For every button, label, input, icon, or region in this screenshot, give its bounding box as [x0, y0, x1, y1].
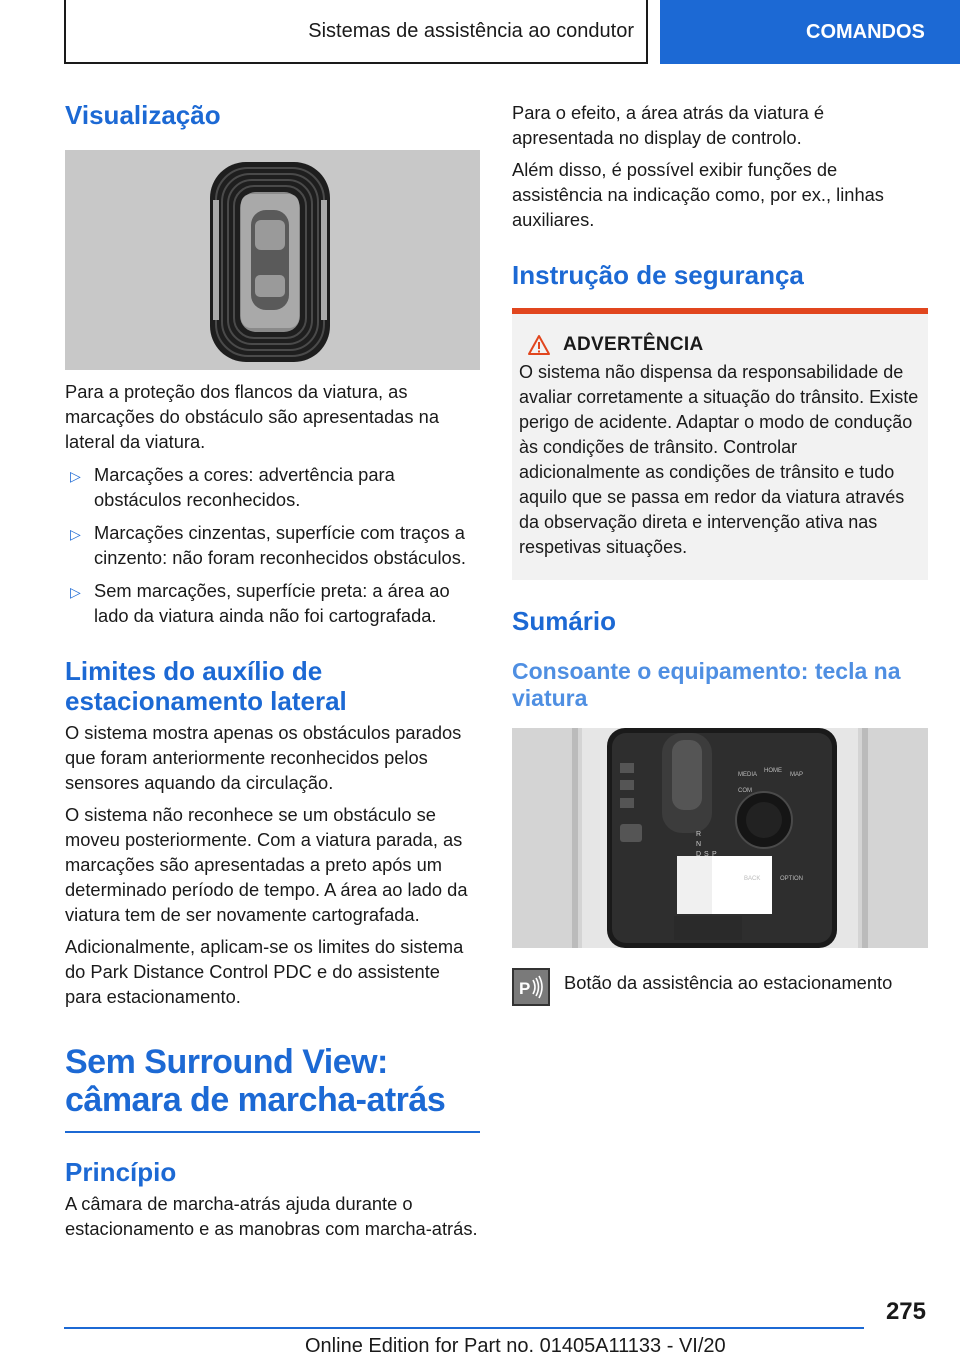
footer-edition: Online Edition for Part no. 01405A11133 - VI/20: [305, 1335, 726, 1357]
warning-triangle-icon: [527, 334, 551, 356]
gear-label-p: P: [712, 851, 717, 858]
list-item-text: Marcações a cores: advertência para obstáculos reconhecidos.: [94, 464, 395, 510]
center-console-figure: [512, 728, 928, 948]
heading-principio: Princípio: [65, 1157, 177, 1187]
marking-bullet-list: [65, 462, 480, 628]
park-assist-button-icon: [512, 968, 550, 1006]
park-assist-button-row: [512, 968, 928, 1006]
paragraph-limites-3: Adicionalmente, aplicam-se os limites do sistema do Park Distance Control PDC e do assistente para estacionamento.: [65, 936, 464, 1007]
left-column: [65, 100, 480, 1241]
console-label-media: MEDIA: [738, 772, 758, 778]
footer-divider: [64, 1327, 864, 1329]
center-console-illustration: [512, 728, 928, 948]
list-item-text: Sem marcações, superfície preta: a área ao lado da viatura ainda não foi cartografada.: [94, 580, 450, 626]
console-label-back: BACK: [744, 876, 761, 882]
list-item-text: Marcações cinzentas, superfície com traços a cinzento: não foram reconhecidos obstáculos.: [94, 522, 466, 568]
section-divider: [65, 1131, 480, 1133]
heading-sumario: Sumário: [512, 606, 617, 636]
paragraph-effect: Para o efeito, a área atrás da viatura é apresentada no display de controlo.: [512, 102, 824, 148]
paragraph-flanks: Para a proteção dos flancos da viatura, as marcações do obstáculo são apresentadas na lateral da viatura.: [65, 381, 439, 452]
warning-text: O sistema não dispensa da responsabilidade de avaliar corretamente a situação do trânsito. Existe perigo de acidente. Adaptar o modo de condução às condições de trânsito. Controlar adicionalmente as condições de trânsito e tudo aquilo que se passa em redor da viatura através da observação direta e intervenção ativa nas respetivas situações.: [519, 362, 919, 557]
header-section-title: Sistemas de assistência ao condutor: [308, 19, 634, 42]
gear-label-d: D: [696, 851, 702, 858]
heading-consoante: Consoante o equipamento: tecla na viatura: [512, 658, 901, 711]
surround-view-figure: [65, 150, 480, 370]
page-number: 275: [885, 1298, 926, 1325]
header-chapter-title: COMANDOS: [806, 20, 925, 43]
paragraph-principio: A câmara de marcha-atrás ajuda durante o estacionamento e as manobras com marcha-atrás.: [65, 1193, 478, 1239]
paragraph-assist-functions: Além disso, é possível exibir funções de assistência na indicação como, por ex., linhas auxiliares.: [512, 159, 884, 230]
paragraph-limites-1: O sistema mostra apenas os obstáculos parados que foram anteriormente reconhecidos pelos sensores aquando da circulação.: [65, 722, 462, 793]
running-header-chapter-tab: [660, 0, 960, 64]
surround-view-illustration: [65, 150, 480, 370]
list-item: [65, 462, 480, 512]
gear-label-n: N: [696, 841, 702, 848]
warning-box: [512, 308, 928, 580]
gear-label-s: S: [704, 851, 709, 858]
console-label-option: OPTION: [780, 876, 804, 882]
warning-title: ADVERTÊNCIA: [563, 334, 704, 355]
park-assist-button-caption: Botão da assistência ao estacionamento: [564, 972, 893, 993]
svg-text:P: P: [519, 979, 531, 998]
warning-header: [519, 334, 920, 356]
triangle-bullet-icon: ▷: [70, 526, 81, 542]
heading-sem-surround-view: Sem Surround View: câmara de marcha-atrás: [65, 1043, 446, 1119]
triangle-bullet-icon: ▷: [70, 468, 81, 484]
heading-instrucao: Instrução de segurança: [512, 260, 804, 290]
list-item: [65, 578, 480, 628]
console-label-map: MAP: [790, 772, 804, 778]
list-item: [65, 520, 480, 570]
paragraph-limites-2: O sistema não reconhece se um obstáculo se moveu posteriormente. Com a viatura parada, as marcações são apresentadas a preto após um determinado período de tempo. A área ao lado da viatura tem de ser novamente cartografada.: [65, 804, 468, 925]
heading-limites: Limites do auxílio de estacionamento lateral: [65, 656, 347, 716]
right-column: [512, 100, 928, 1006]
gear-label-r: R: [696, 831, 702, 838]
running-header-section: [64, 0, 648, 64]
triangle-bullet-icon: ▷: [70, 584, 81, 600]
console-label-com: COM: [738, 788, 752, 794]
console-label-home: HOME: [764, 768, 782, 774]
heading-visualizacao: Visualização: [65, 100, 221, 130]
